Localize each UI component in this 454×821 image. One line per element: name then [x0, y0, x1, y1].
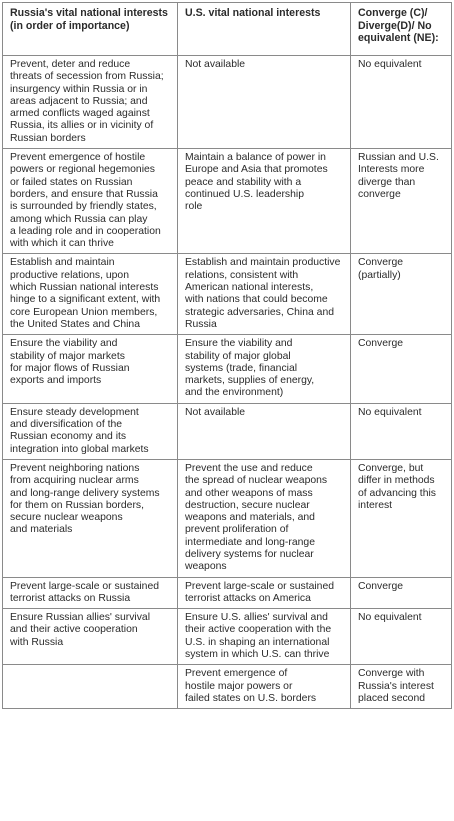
- russia-interest-cell: Ensure the viability and stability of major markets for major flows of Russian exports and imports: [3, 335, 178, 403]
- table-row: [3, 403, 452, 459]
- header-row: [3, 3, 452, 56]
- russia-interest-cell: Prevent emergence of hostile powers or regional hegemonies or failed states on Russian borders, and ensure that Russia is surrounded by friendly states, among which Russia can play a leading role and in cooperation with which it can thrive: [3, 149, 178, 254]
- table-row: [3, 56, 452, 149]
- us-interest-cell: Maintain a balance of power in Europe and Asia that promotes peace and stability with a continued U.S. leadership role: [178, 149, 351, 254]
- us-interest-cell: Prevent emergence of hostile major powers or failed states on U.S. borders: [178, 665, 351, 709]
- header-russia-interests: Russia's vital national interests (in order of importance): [3, 3, 178, 56]
- table-row: [3, 665, 452, 709]
- us-interest-cell: Not available: [178, 56, 351, 149]
- header-convergence: Converge (C)/ Diverge(D)/ No equivalent (NE):: [351, 3, 452, 56]
- table-row: [3, 609, 452, 665]
- us-interest-cell: Ensure U.S. allies' survival and their active cooperation with the U.S. in shaping an international system in which U.S. can thrive: [178, 609, 351, 665]
- us-interest-cell: Prevent the use and reduce the spread of nuclear weapons and other weapons of mass destruction, secure nuclear weapons and materials, and prevent proliferation of intermediate and long-range delivery systems for nuclear weapons: [178, 459, 351, 577]
- table-row: [3, 254, 452, 335]
- us-interest-cell: Establish and maintain productive relations, consistent with American national interests, with nations that could become strategic adversaries, China and Russia: [178, 254, 351, 335]
- russia-interest-cell: Ensure steady development and diversification of the Russian economy and its integration into global markets: [3, 403, 178, 459]
- russia-interest-cell: Prevent, deter and reduce threats of secession from Russia; insurgency within Russia or in areas adjacent to Russia; and armed conflicts waged against Russia, its allies or in vicinity of Russian borders: [3, 56, 178, 149]
- russia-interest-cell: Ensure Russian allies' survival and their active cooperation with Russia: [3, 609, 178, 665]
- convergence-cell: Russian and U.S. Interests more diverge than converge: [351, 149, 452, 254]
- russia-interest-cell: Prevent large-scale or sustained terrorist attacks on Russia: [3, 577, 178, 609]
- convergence-cell: Converge (partially): [351, 254, 452, 335]
- table-body: [3, 56, 452, 709]
- russia-interest-cell: [3, 665, 178, 709]
- convergence-cell: No equivalent: [351, 403, 452, 459]
- us-interest-cell: Ensure the viability and stability of major global systems (trade, financial markets, supplies of energy, and the environment): [178, 335, 351, 403]
- header-us-interests: U.S. vital national interests: [178, 3, 351, 56]
- convergence-cell: Converge: [351, 335, 452, 403]
- russia-interest-cell: Establish and maintain productive relations, upon which Russian national interests hinge to a significant extent, with core European Union members, the United States and China: [3, 254, 178, 335]
- table-row: [3, 577, 452, 609]
- table-row: [3, 459, 452, 577]
- table-row: [3, 335, 452, 403]
- convergence-cell: Converge with Russia's interest placed second: [351, 665, 452, 709]
- convergence-cell: No equivalent: [351, 56, 452, 149]
- russia-interest-cell: Prevent neighboring nations from acquiring nuclear arms and long-range delivery systems for them on Russian borders, secure nuclear weapons and materials: [3, 459, 178, 577]
- convergence-cell: No equivalent: [351, 609, 452, 665]
- interests-comparison-table: [2, 2, 452, 709]
- convergence-cell: Converge: [351, 577, 452, 609]
- convergence-cell: Converge, but differ in methods of advancing this interest: [351, 459, 452, 577]
- table-row: [3, 149, 452, 254]
- us-interest-cell: Prevent large-scale or sustained terrorist attacks on America: [178, 577, 351, 609]
- us-interest-cell: Not available: [178, 403, 351, 459]
